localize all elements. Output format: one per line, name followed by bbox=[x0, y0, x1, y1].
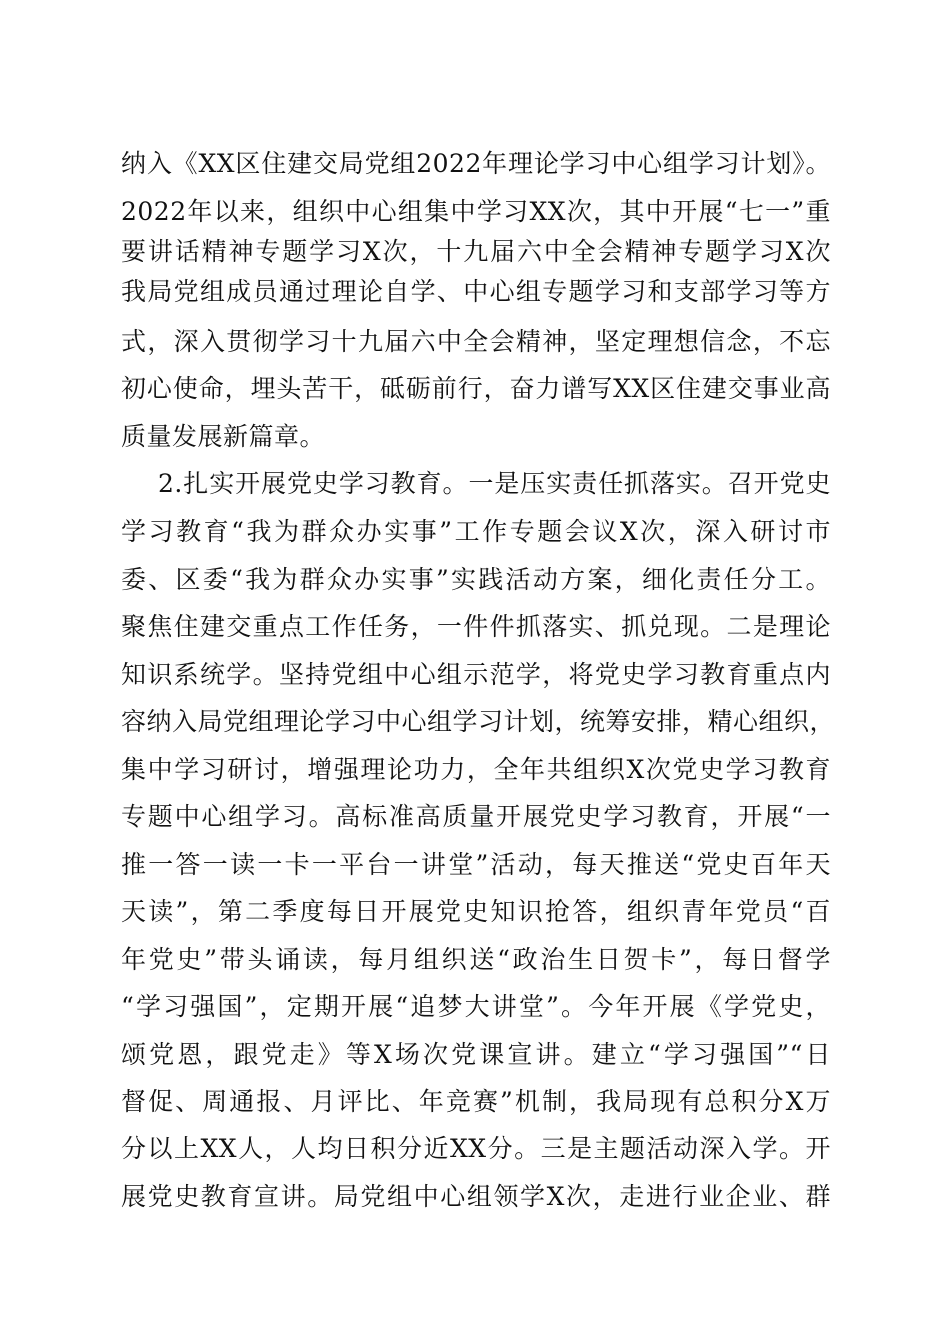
text-line-11: 聚焦住建交重点工作任务，一件件抓落实、抓兑现。二是理论 bbox=[121, 612, 831, 641]
text-line-20: 颂党恩，跟党走》等X场次党课宣讲。建立“学习强国”“日 bbox=[121, 1040, 831, 1069]
text-line-8: 2.扎实开展党史学习教育。一是压实责任抓落实。召开党史 bbox=[158, 469, 831, 498]
text-line-2: 2022年以来，组织中心组集中学习XX次，其中开展“七一”重 bbox=[121, 197, 831, 226]
text-line-15: 专题中心组学习。高标准高质量开展党史学习教育，开展“一 bbox=[121, 802, 831, 831]
text-line-19: “学习强国”，定期开展“追梦大讲堂”。今年开展《学党史， bbox=[121, 992, 831, 1021]
text-line-12: 知识系统学。坚持党组中心组示范学，将党史学习教育重点内 bbox=[121, 660, 831, 689]
text-line-5: 式，深入贯彻学习十九届六中全会精神，坚定理想信念，不忘 bbox=[121, 327, 831, 356]
text-line-13: 容纳入局党组理论学习中心组学习计划，统筹安排，精心组织， bbox=[121, 707, 836, 736]
text-line-7: 质量发展新篇章。 bbox=[121, 422, 326, 451]
text-line-14: 集中学习研讨，增强理论功力，全年共组织X次党史学习教育 bbox=[121, 755, 831, 784]
text-line-6: 初心使命，埋头苦干，砥砺前行，奋力谱写XX区住建交事业高 bbox=[121, 374, 831, 403]
text-line-23: 展党史教育宣讲。局党组中心组领学X次，走进行业企业、群 bbox=[121, 1182, 831, 1211]
text-line-1: 纳入《XX区住建交局党组2022年理论学习中心组学习计划》。 bbox=[121, 149, 831, 178]
text-line-16: 推一答一读一卡一平台一讲堂”活动，每天推送“党史百年天 bbox=[121, 850, 831, 879]
text-line-4: 我局党组成员通过理论自学、中心组专题学习和支部学习等方 bbox=[121, 277, 831, 306]
text-line-9: 学习教育“我为群众办实事”工作专题会议X次，深入研讨市 bbox=[121, 517, 831, 546]
text-line-18: 年党史”带头诵读，每月组织送“政治生日贺卡”，每日督学 bbox=[121, 945, 831, 974]
text-line-3: 要讲话精神专题学习X次，十九届六中全会精神专题学习X次 bbox=[121, 237, 831, 266]
text-line-22: 分以上XX人，人均日积分近XX分。三是主题活动深入学。开 bbox=[121, 1134, 831, 1163]
text-line-21: 督促、周通报、月评比、年竞赛”机制，我局现有总积分X万 bbox=[121, 1087, 831, 1116]
text-line-17: 天读”，第二季度每日开展党史知识抢答，组织青年党员“百 bbox=[121, 897, 831, 926]
text-line-10: 委、区委“我为群众办实事”实践活动方案，细化责任分工。 bbox=[121, 565, 831, 594]
